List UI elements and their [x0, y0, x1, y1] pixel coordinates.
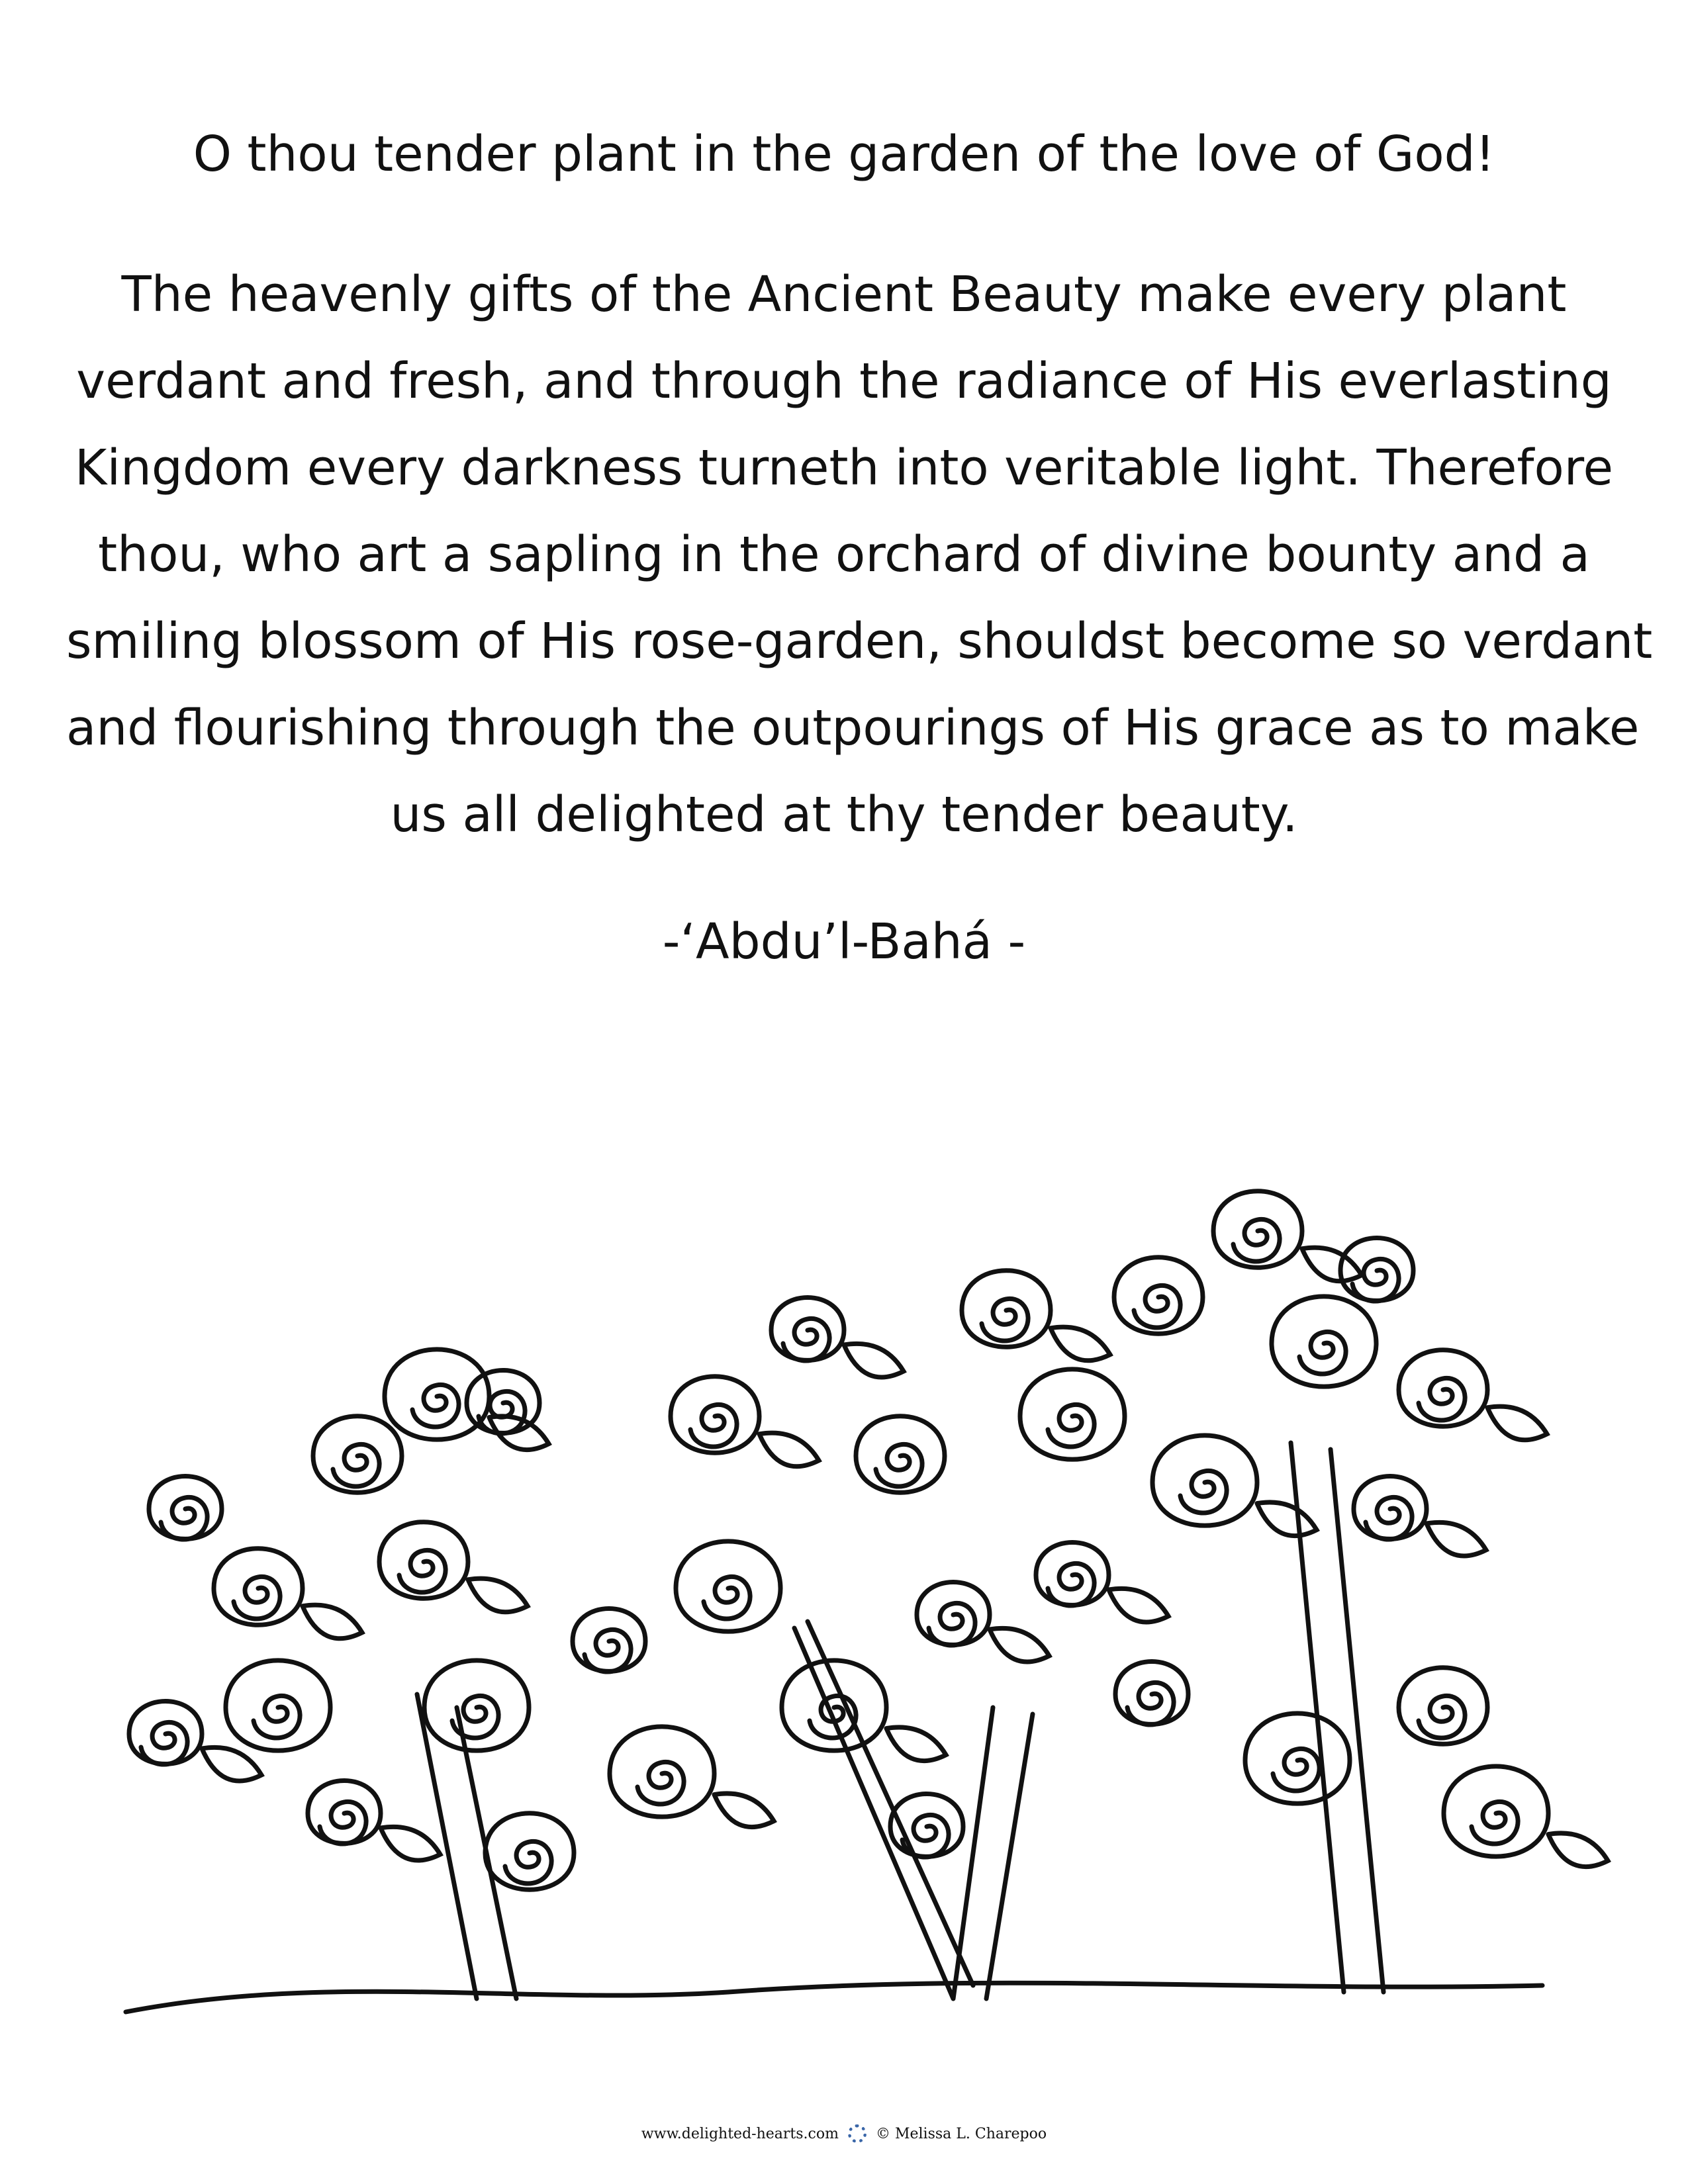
quote-line: us all delighted at thy tender beauty.	[390, 786, 1298, 843]
rose	[573, 1609, 645, 1672]
quote-line: thou, who art a sapling in the orchard of divine bounty and a	[98, 526, 1590, 583]
leaf	[886, 1727, 946, 1761]
leaf	[1427, 1522, 1486, 1556]
attribution: -‘Abdu’l-Bahá -	[662, 913, 1026, 970]
rose	[676, 1541, 780, 1631]
leaf	[1109, 1588, 1168, 1622]
quote-line: verdant and fresh, and through the radiance of His everlasting	[76, 353, 1612, 410]
rose	[1020, 1369, 1125, 1459]
rose	[856, 1416, 945, 1493]
rose	[1399, 1350, 1547, 1440]
rose	[771, 1298, 904, 1378]
rose	[1272, 1297, 1376, 1387]
quote-line: smiling blossom of His rose-garden, shouldst become so verdant	[66, 613, 1653, 670]
leaf	[759, 1433, 819, 1467]
stems	[417, 1443, 1383, 1999]
leaf	[1302, 1248, 1362, 1281]
leaf	[990, 1628, 1049, 1662]
rose	[313, 1416, 402, 1493]
roses	[129, 1191, 1608, 1890]
footer	[0, 2124, 1688, 2143]
quote-heading: O thou tender plant in the garden of the love of God!	[193, 126, 1495, 183]
leaf	[1548, 1833, 1608, 1867]
rose	[308, 1781, 440, 1861]
leaf	[844, 1343, 904, 1377]
website-link[interactable]: www.delighted-hearts.com	[641, 2125, 839, 2142]
rose	[1354, 1477, 1486, 1557]
quote-body	[66, 251, 1653, 858]
rose	[1114, 1257, 1203, 1334]
quote-line: Kingdom every darkness turneth into veritable light. Therefore	[74, 439, 1614, 496]
leaf	[468, 1578, 528, 1612]
leaf	[1257, 1502, 1317, 1536]
quote-line: The heavenly gifts of the Ancient Beauty make every plant	[121, 266, 1567, 323]
rose-bush-illustration	[66, 1112, 1622, 2038]
copyright: © Melissa L. Charepoo	[875, 2125, 1047, 2142]
rose	[962, 1271, 1110, 1361]
rose	[226, 1661, 330, 1751]
rose	[485, 1813, 574, 1890]
rose	[424, 1661, 529, 1751]
rose	[917, 1582, 1049, 1662]
leaf	[381, 1827, 440, 1860]
leaf	[202, 1747, 261, 1781]
rose	[1340, 1238, 1413, 1302]
delighted-hearts-logo-icon	[848, 2124, 867, 2143]
ground-line	[126, 1983, 1542, 2012]
leaf	[1487, 1406, 1547, 1440]
rose	[1036, 1543, 1168, 1623]
leaf	[1051, 1327, 1110, 1361]
rose	[1444, 1766, 1608, 1867]
rose	[149, 1477, 222, 1540]
rose	[379, 1522, 528, 1612]
leaf	[714, 1794, 774, 1827]
rose	[1115, 1662, 1188, 1725]
rose	[1245, 1713, 1350, 1803]
quote-line: and flourishing through the outpourings of His grace as to make	[66, 700, 1640, 756]
rose	[1399, 1668, 1487, 1745]
rose	[467, 1371, 539, 1434]
rose	[671, 1377, 819, 1467]
rose	[214, 1549, 362, 1639]
rose	[610, 1727, 774, 1827]
rose	[782, 1661, 946, 1761]
leaf	[303, 1605, 362, 1639]
